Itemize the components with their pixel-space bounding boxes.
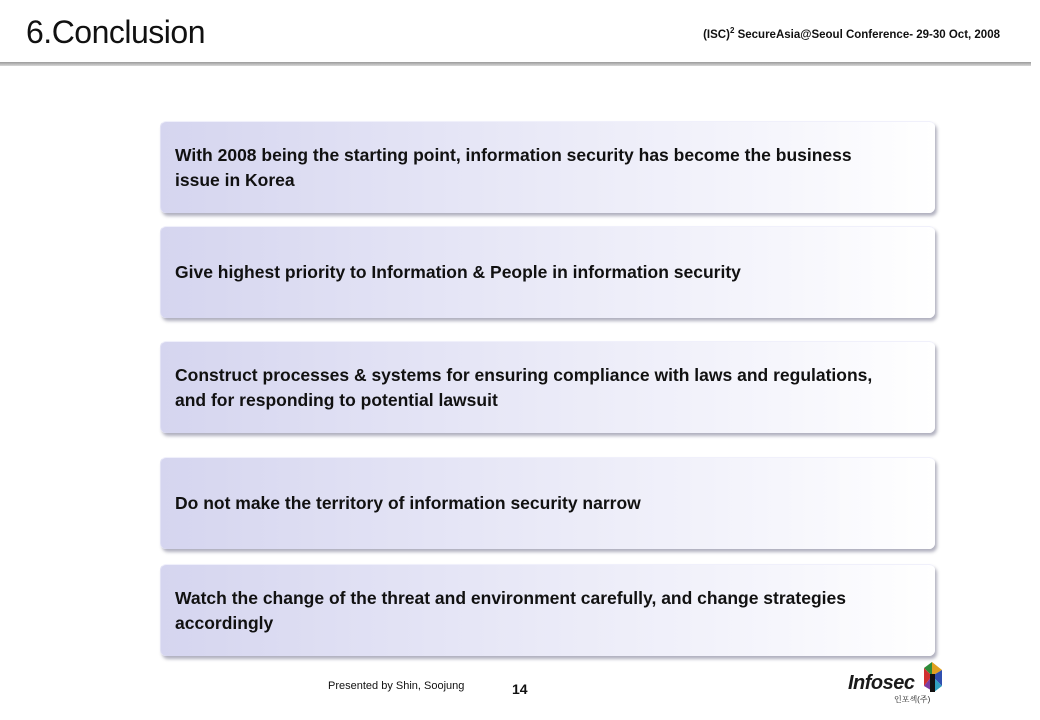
conference-superscript: 2 [729, 26, 735, 35]
slide-title: 6.Conclusion [26, 14, 205, 50]
conclusion-text-4: Do not make the territory of information security narrow [175, 493, 641, 513]
infosec-logo [848, 662, 948, 708]
logo-mark-icon [920, 662, 946, 704]
conference-prefix: (ISC) [703, 28, 730, 41]
logo-wordmark: Infosec [848, 672, 915, 694]
header-divider [0, 62, 1031, 66]
conclusion-text-3: Construct processes & systems for ensuring compliance with laws and regulations, and for responding to potential lawsuit [175, 364, 873, 410]
conference-name: SecureAsia@Seoul Conference- 29-30 Oct, 2008 [734, 28, 1000, 41]
page-number: 14 [512, 681, 528, 697]
conclusion-box-2 [160, 226, 935, 318]
conclusion-box-1 [160, 121, 935, 213]
conclusion-box-4 [160, 457, 935, 549]
conclusion-text-1: With 2008 being the starting point, information security has become the business issue in Korea [175, 144, 852, 190]
conclusion-text-5: Watch the change of the threat and environment carefully, and change strategies accordingly [175, 587, 846, 633]
conclusion-box-5 [160, 564, 935, 656]
conclusion-text-2: Give highest priority to Information & People in information security [175, 262, 741, 282]
presenter-credit: Presented by Shin, Soojung [328, 680, 465, 692]
conference-label [703, 26, 1000, 41]
conclusion-box-3 [160, 341, 935, 433]
logo-subtext: 인포섹(주) [894, 695, 931, 704]
